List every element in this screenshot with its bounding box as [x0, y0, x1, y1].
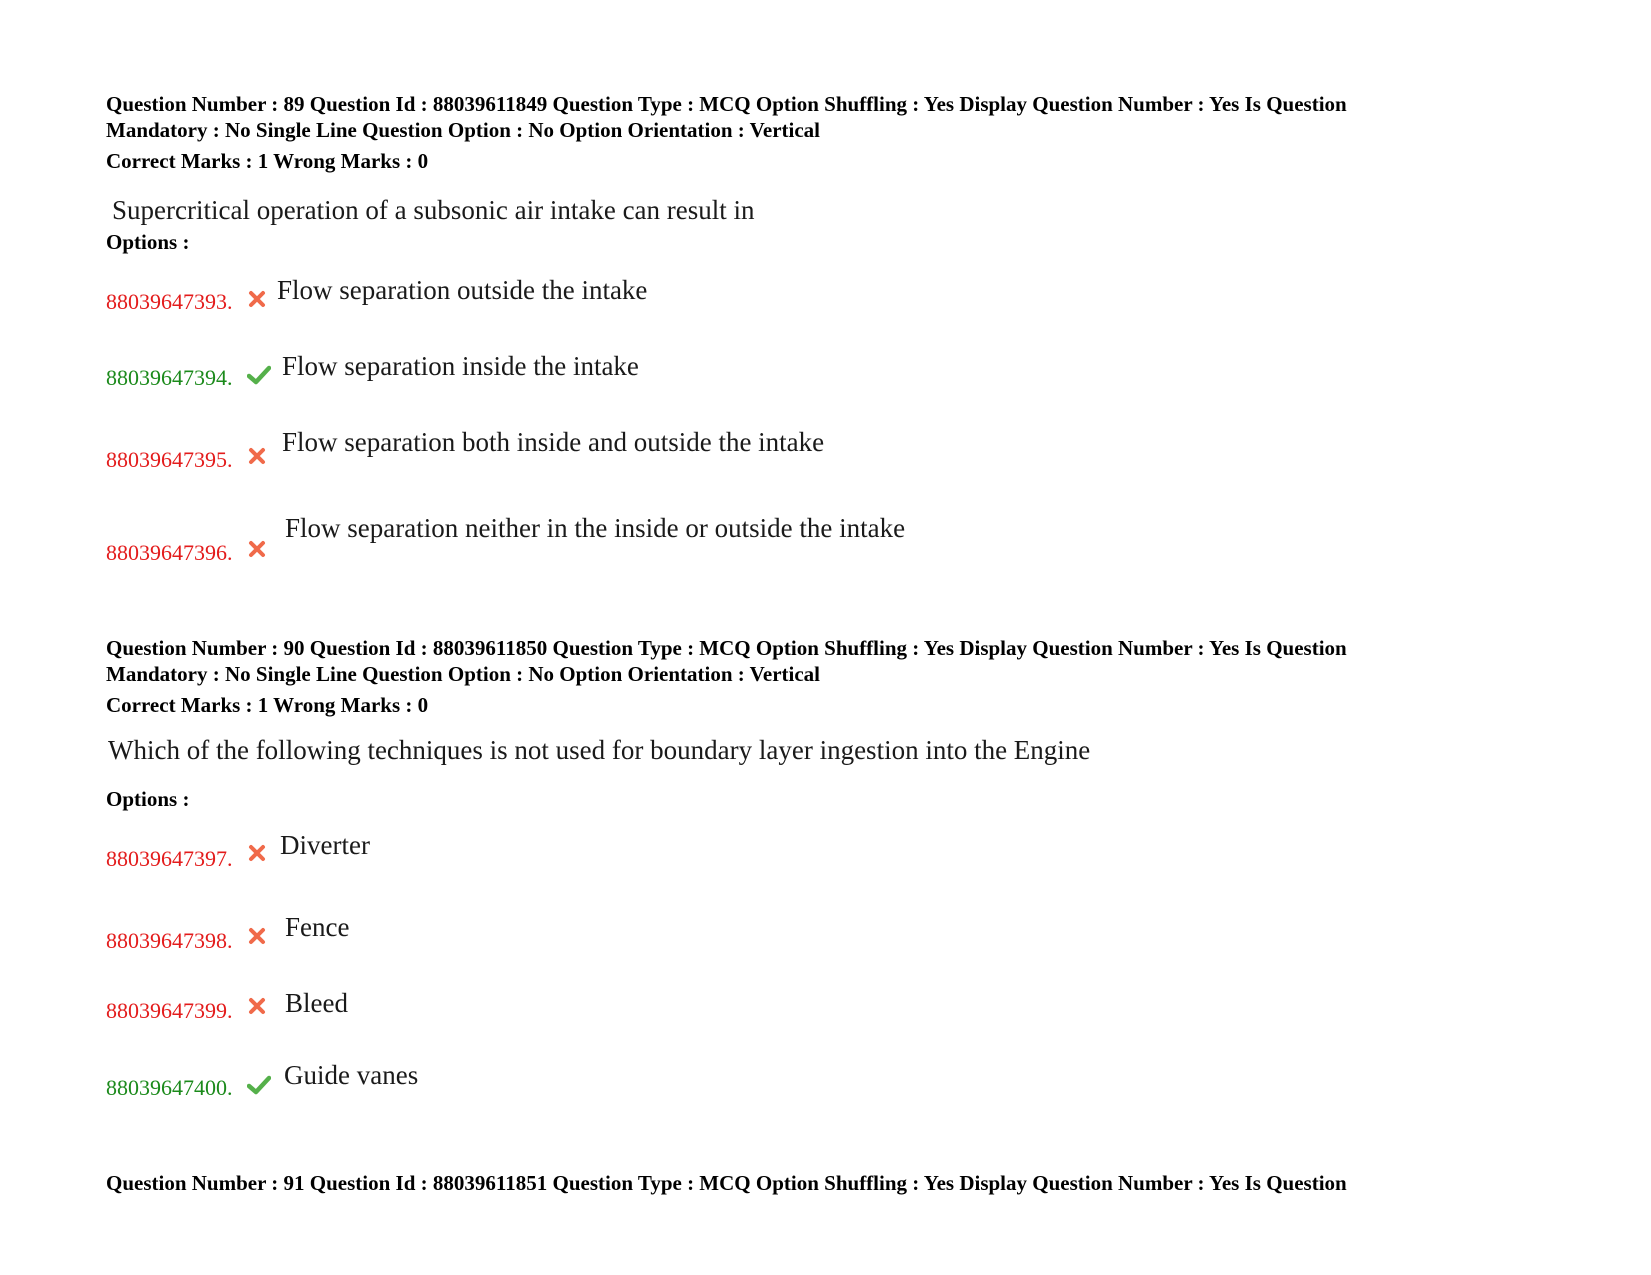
option-id: 88039647398.: [106, 928, 233, 953]
option-text: Diverter: [280, 830, 370, 860]
question-marks: Correct Marks : 1 Wrong Marks : 0: [106, 149, 429, 173]
option-id: 88039647396.: [106, 540, 233, 565]
option-text: Bleed: [285, 988, 348, 1018]
question-text: Which of the following techniques is not used for boundary layer ingestion into the Engine: [108, 735, 1091, 765]
option-text: Flow separation both inside and outside the intake: [282, 427, 825, 457]
question-meta-line1: Question Number : 89 Question Id : 88039611849 Question Type : MCQ Option Shuffling : Yes Display Question Number : Yes Is Question: [106, 92, 1347, 116]
option-text: Flow separation inside the intake: [282, 351, 639, 381]
option-text: Flow separation neither in the inside or outside the intake: [285, 513, 906, 543]
question-meta-line1: Question Number : 91 Question Id : 88039611851 Question Type : MCQ Option Shuffling : Yes Display Question Number : Yes Is Question: [106, 1171, 1347, 1195]
check-icon: [247, 1075, 271, 1095]
cross-icon: [247, 289, 267, 309]
option-id: 88039647400.: [106, 1075, 233, 1100]
question-meta-line1: Question Number : 90 Question Id : 88039611850 Question Type : MCQ Option Shuffling : Yes Display Question Number : Yes Is Question: [106, 636, 1347, 660]
question-text: Supercritical operation of a subsonic air intake can result in: [112, 195, 755, 225]
question-marks: Correct Marks : 1 Wrong Marks : 0: [106, 693, 429, 717]
cross-icon: [247, 446, 267, 466]
check-icon: [247, 365, 271, 385]
option-text: Flow separation outside the intake: [277, 275, 648, 305]
options-label: Options :: [106, 787, 190, 811]
options-label: Options :: [106, 230, 190, 254]
cross-icon: [247, 926, 267, 946]
question-meta-line2: Mandatory : No Single Line Question Option : No Option Orientation : Vertical: [106, 662, 821, 686]
option-id: 88039647395.: [106, 447, 233, 472]
option-id: 88039647399.: [106, 998, 233, 1023]
option-text: Guide vanes: [284, 1060, 419, 1090]
option-id: 88039647393.: [106, 289, 233, 314]
cross-icon: [247, 539, 267, 559]
option-id: 88039647397.: [106, 846, 233, 871]
question-meta-line2: Mandatory : No Single Line Question Option : No Option Orientation : Vertical: [106, 118, 821, 142]
cross-icon: [247, 843, 267, 863]
option-text: Fence: [285, 912, 350, 942]
option-id: 88039647394.: [106, 365, 233, 390]
cross-icon: [247, 996, 267, 1016]
